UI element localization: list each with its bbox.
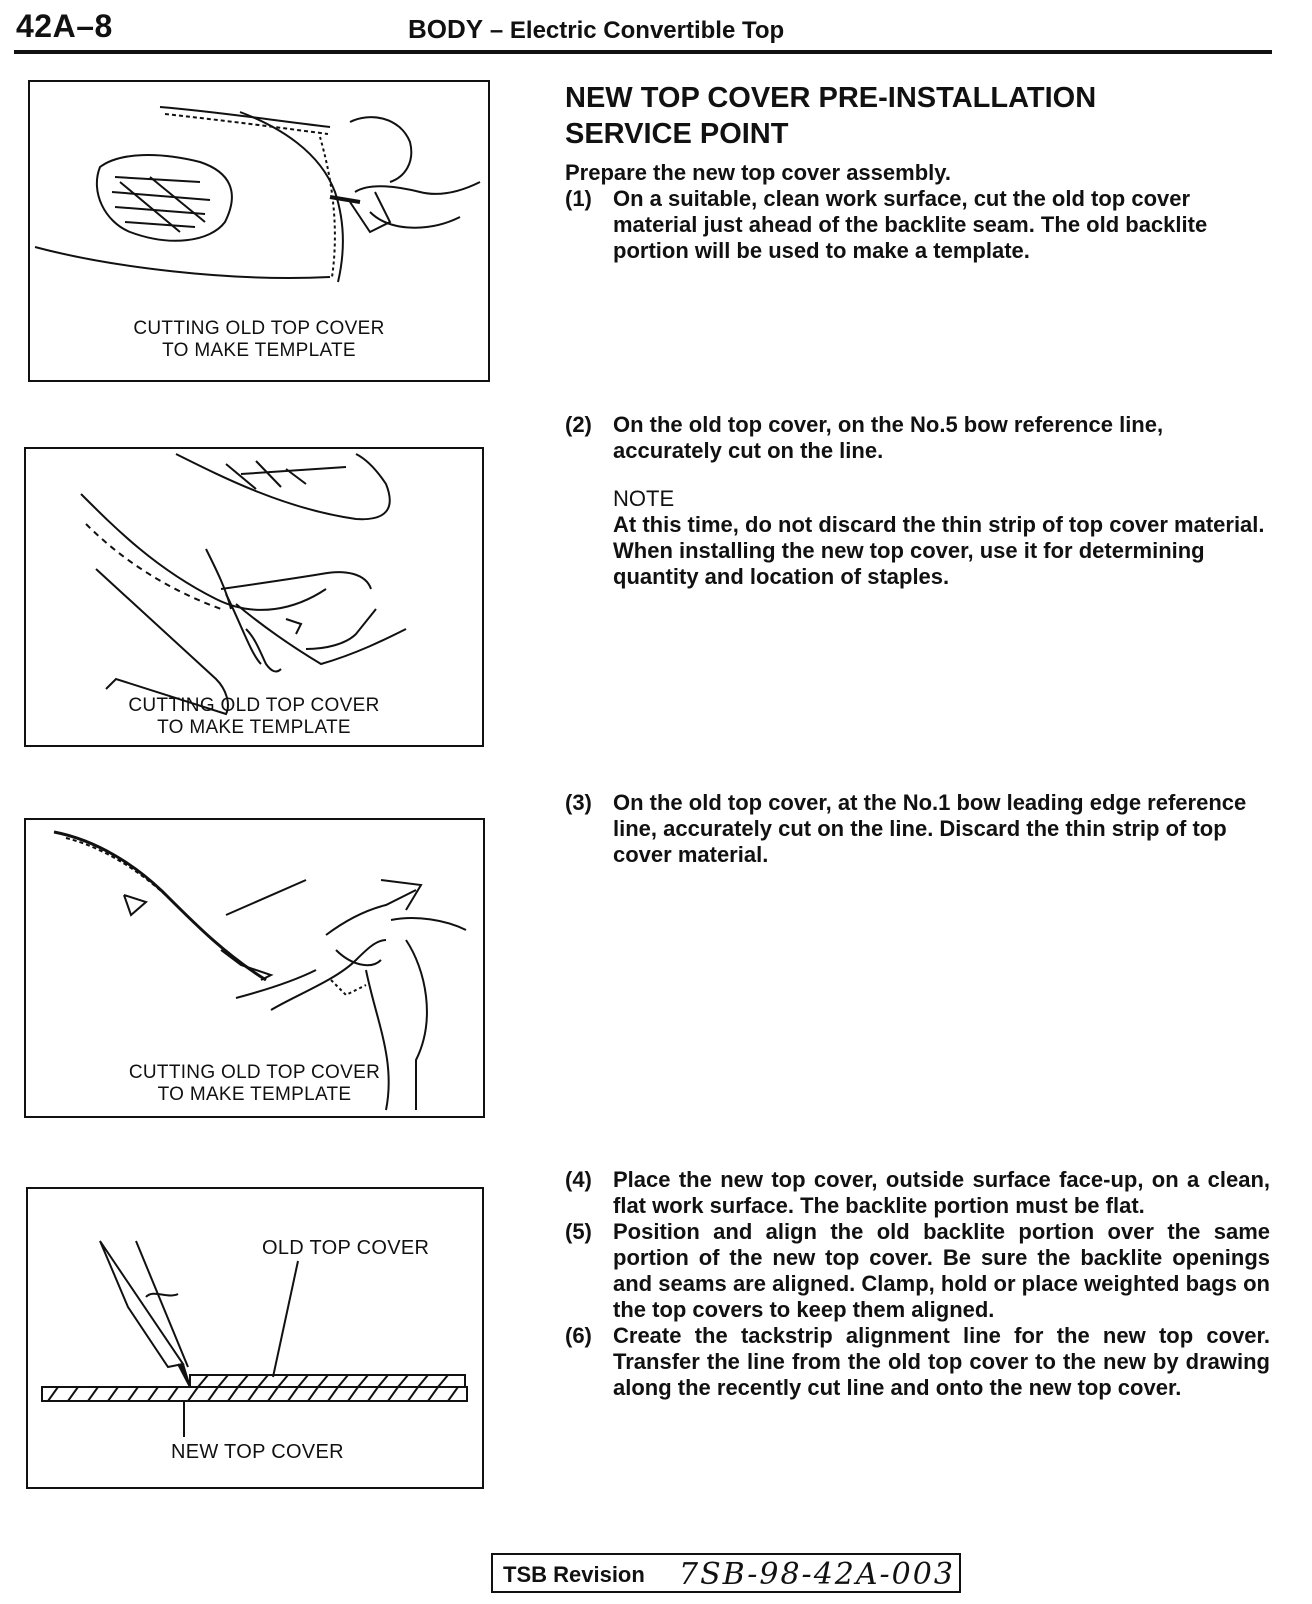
step-1-text: On a suitable, clean work surface, cut the old top cover material just ahead of the backlite seam. The old backlite portion will be used to make a template.: [613, 186, 1208, 263]
old-top-cover-label: OLD TOP COVER: [262, 1237, 430, 1259]
step-4-number: (4): [565, 1167, 592, 1192]
note-text: At this time, do not discard the thin strip of top cover material. When installing the new top cover, use it for determining quantity and location of staples.: [613, 512, 1265, 589]
figure-3: [24, 818, 485, 1118]
note-block: [613, 486, 1270, 590]
step-3-text: On the old top cover, at the No.1 bow leading edge reference line, accurately cut on the line. Discard the thin strip of top cover material.: [613, 790, 1247, 867]
step-6-text: Create the tackstrip alignment line for the new top cover. Transfer the line from the old top cover to the new by drawing along the recently cut line and onto the new top cover.: [613, 1323, 1270, 1400]
figure-2-caption-line1: CUTTING OLD TOP COVER: [128, 695, 380, 716]
step-2-text: On the old top cover, on the No.5 bow reference line, accurately cut on the line.: [613, 412, 1164, 463]
figure-3-caption-line1: CUTTING OLD TOP COVER: [128, 1062, 381, 1083]
section-heading-line2: SERVICE POINT: [565, 118, 789, 150]
step-2-block: [565, 412, 1270, 590]
note-heading: NOTE: [613, 486, 675, 511]
step-3-block: [565, 790, 1270, 868]
figure-4: [26, 1187, 484, 1489]
step-3: [565, 790, 1270, 868]
tsb-revision-code: 7SB-98-42A-003: [679, 1557, 955, 1592]
new-top-cover-label: NEW TOP COVER: [171, 1441, 344, 1463]
step-2-number: (2): [565, 412, 592, 437]
header-rule: [14, 50, 1272, 54]
step-1: [565, 186, 1270, 264]
page-title-main: BODY: [408, 14, 483, 44]
step-1-number: (1): [565, 186, 592, 211]
figure-3-caption-line2: TO MAKE TEMPLATE: [157, 1084, 352, 1105]
step-2: [565, 412, 1270, 464]
step-3-number: (3): [565, 790, 592, 815]
tsb-revision-box: [491, 1553, 961, 1593]
section-heading: [565, 80, 1270, 152]
page-title: [408, 14, 784, 45]
figure-2-caption-line2: TO MAKE TEMPLATE: [157, 717, 351, 738]
figure-1: [28, 80, 490, 382]
figure-2-caption: [26, 695, 482, 739]
section-intro: [565, 80, 1270, 264]
figure-2: [24, 447, 484, 747]
section-heading-line1: NEW TOP COVER PRE-INSTALLATION: [565, 82, 1097, 114]
section-number: 42A–8: [16, 8, 113, 44]
step-5: [565, 1219, 1270, 1323]
figure-3-caption: [26, 1062, 483, 1106]
step-4: [565, 1167, 1270, 1219]
step-5-number: (5): [565, 1219, 592, 1244]
step-6-number: (6): [565, 1323, 592, 1348]
page-title-sub: – Electric Convertible Top: [489, 17, 785, 44]
step-5-text: Position and align the old backlite portion over the same portion of the new top cover. Be sure the backlite openings and seams are aligned. Clamp, hold or place weighted bags on the top covers to keep them aligned.: [613, 1219, 1270, 1322]
figure-1-caption-line2: TO MAKE TEMPLATE: [162, 340, 356, 361]
steps-4-6-block: [565, 1167, 1270, 1401]
step-6: [565, 1323, 1270, 1401]
step-4-text: Place the new top cover, outside surface face-up, on a clean, flat work surface. The backlite portion must be flat.: [613, 1167, 1270, 1218]
intro-text: Prepare the new top cover assembly.: [565, 160, 951, 185]
figure-1-caption-line1: CUTTING OLD TOP COVER: [133, 318, 385, 339]
figure-1-caption: [30, 318, 488, 362]
tsb-revision-label: TSB Revision: [503, 1562, 645, 1587]
